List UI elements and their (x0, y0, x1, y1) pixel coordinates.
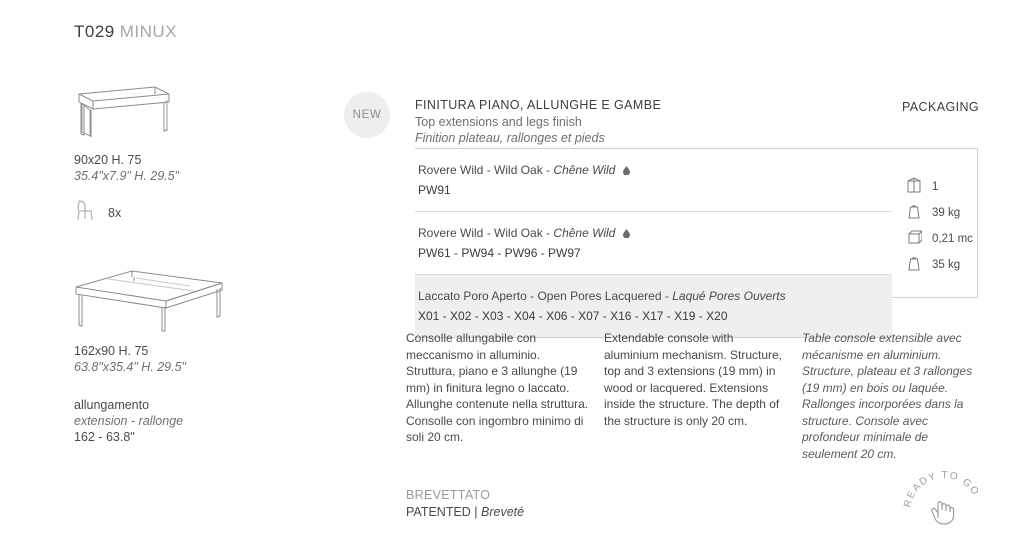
svg-text:READY TO GO: READY TO GO (902, 469, 982, 509)
description-fr: Table console extensible avec mécanisme en aluminium. Structure, plateau et 3 rallonges (19 mm) en bois ou laquée. Rallonges incorporées dans la structure. Console avec profondeur minimale de seulement 20 cm. (802, 331, 973, 461)
finish-sep: - (486, 163, 495, 177)
finish-codes: PW61 - PW94 - PW96 - PW97 (418, 246, 581, 260)
patent-fr: Breveté (481, 505, 525, 519)
description-columns (406, 330, 986, 462)
console-dimension-imperial: 35.4"x7.9" H. 29.5" (74, 169, 180, 183)
finish-sep: - (486, 226, 495, 240)
water-drop-icon (623, 226, 630, 235)
finish-name-fr: Chêne Wild (553, 226, 616, 240)
hand-icon (932, 502, 954, 524)
ready-to-go-stamp (898, 466, 990, 526)
finish-sep: - (546, 226, 554, 240)
extension-info (74, 397, 304, 445)
extension-label-en-fr: extension - rallonge (74, 414, 184, 428)
page-title (74, 22, 177, 42)
finish-names (418, 162, 892, 178)
patent-sep: | (470, 505, 482, 519)
product-name: MINUX (119, 22, 178, 41)
volume-icon (906, 228, 922, 251)
table-dimension-metric: 162x90 H. 75 (74, 344, 149, 358)
chair-count: 8x (108, 205, 122, 220)
table-row (415, 275, 892, 337)
extension-value: 162 - 63.8" (74, 430, 135, 444)
packaging-value: 1 (932, 181, 939, 193)
water-drop-icon (623, 163, 630, 172)
packaging-value: 35 kg (932, 259, 961, 271)
table-row (415, 212, 892, 275)
finish-codes: PW91 (418, 183, 451, 197)
finish-names (418, 288, 892, 304)
finish-names (418, 225, 892, 241)
finish-sep: - (530, 289, 538, 303)
finish-name-it: Rovere Wild (418, 163, 484, 177)
list-item (906, 174, 986, 200)
patent-it: BREVETTATO (406, 488, 491, 502)
finish-sep: - (664, 289, 673, 303)
description-en: Extendable console with aluminium mechanism. Structure, top and 3 extensions (19 mm) in wood or lacquered. Extensions inside the structure. The depth of the structure is only 20 cm. (604, 331, 783, 428)
finish-name-it: Rovere Wild (418, 226, 484, 240)
finish-header-it: FINITURA PIANO, ALLUNGHE E GAMBE (415, 98, 662, 112)
packaging-value: 0,21 mc (932, 233, 973, 245)
finish-header-en: Top extensions and legs finish (415, 115, 582, 129)
table-row (415, 149, 892, 212)
finish-header (415, 98, 875, 145)
finish-name-en: Wild Oak (494, 163, 543, 177)
packaging-value: 39 kg (932, 207, 961, 219)
product-code: T029 (74, 22, 115, 41)
description-it: Consolle allungabile con meccanismo in alluminio. Struttura, piano e 3 allunghe (19 mm) in finitura legno o laccato. Allunghe contenute nella struttura. Consolle con ingombro minimo di soli 20 cm. (406, 331, 589, 444)
left-specs-column (74, 84, 304, 445)
finish-header-fr: Finition plateau, rallonges et pieds (415, 131, 605, 145)
finish-name-fr: Chêne Wild (553, 163, 616, 177)
console-dimension-metric: 90x20 H. 75 (74, 153, 142, 167)
net-weight-icon (906, 254, 922, 277)
packaging-list (906, 174, 986, 278)
finish-name-fr: Laqué Pores Ouverts (672, 289, 786, 303)
weight-icon (906, 202, 922, 225)
extension-label-it: allungamento (74, 398, 150, 412)
finish-name-en: Open Pores Lacquered (537, 289, 662, 303)
finish-codes: X01 - X02 - X03 - X04 - X06 - X07 - X16 - X17 - X19 - X20 (418, 309, 728, 323)
table-drawing-icon (74, 269, 224, 331)
box-icon (906, 176, 922, 199)
finish-sep: - (546, 163, 554, 177)
chair-icon (74, 198, 96, 227)
table-dimension-imperial: 63.8"x35.4" H. 29.5" (74, 360, 186, 374)
finish-table (415, 148, 892, 338)
new-badge (344, 92, 390, 138)
finish-name-it: Laccato Poro Aperto (418, 289, 527, 303)
list-item (906, 200, 986, 226)
console-drawing-icon (76, 84, 172, 140)
packaging-header: PACKAGING (902, 100, 979, 114)
finish-name-en: Wild Oak (494, 226, 543, 240)
list-item (906, 226, 986, 252)
patent-block (406, 487, 524, 521)
list-item (906, 252, 986, 278)
new-badge-label: NEW (352, 109, 382, 121)
seating-capacity (74, 198, 304, 227)
patent-en-fr (406, 504, 524, 521)
patent-en: PATENTED (406, 505, 471, 519)
